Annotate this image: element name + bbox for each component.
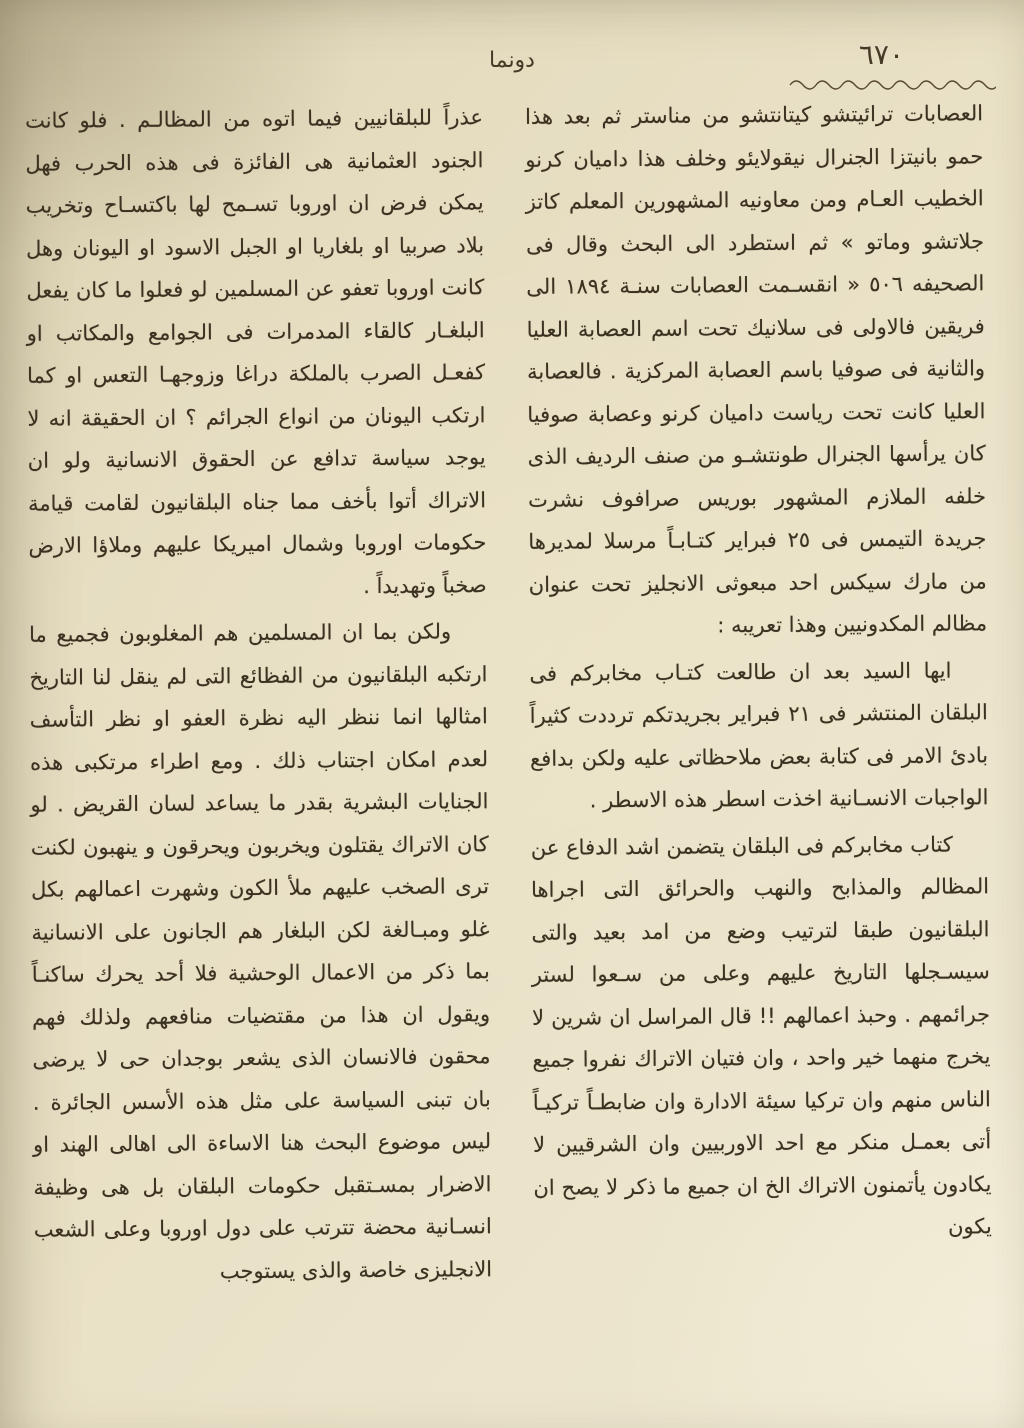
paragraph: ولكن بما ان المسلمين هم المغلوبون فجميع ما ارتكبه البلقانيون من الفظائع التى لم ينقل لنا التاريخ امثالها انما ننظر اليه نظرة العفو او نظر التأسف لعدم امكان اجتناب ذلك . ومع اطراء مرتكبى هذه الجنايات البشرية بقدر ما يساعد لسان القريض . لو كان الاتراك يقتلون ويخربون ويحرقون و ينهبون لكنت ترى الصخب عليهم ملأ الكون وشهرت اعمالهم بكل غلو ومبـالغة لكن البلغار هم الجانون على الانسانية بما ذكر من الاعمال الوحشية فلا أحد يحرك ساكنـاً ويقول ان هذا من مقتضيات منافعهم ولذلك فهم محقون فالانسان الذى يشعر بوجدان حى لا يرضى بان تبنى السياسة على مثل هذه الأسس الجائرة . ليس موضوع البحث هنا الاساءة الى اهالى الهند او الاضرار بمسـتقبل حكومات البلقان بل هى وظيفة انسـانية محضة تترتب على دول اوروبا وعلى الشعب الانجليزى خاصة والذى يستوجب bbox=[28, 619, 493, 1283]
paragraph: كتاب مخابركم فى البلقان يتضمن اشد الدفاع عن المظالم والمذابح والنهب والحرائق التى اجراها البلقانيون طبقا لترتيب وضع من امد بعيد والتى سيسـجلها التاريخ عليهم وعلى من سـعوا لستر جرائمهم . وحبذ اعمالهم !! قال المراسل ان شرين لا يخرج منهما خير واحد ، وان فتيان الاتراك نفروا جميع الناس منهم وان تركيا سيئة الادارة وان ضابطـاً تركيـاً أتى بعمـل منكر مع احد الاوربيين وان الشرقيين لا يكادون يأتمنون الاتراك الخ ان جميع ما ذكر لا يصح ان يكون bbox=[530, 832, 992, 1239]
paragraph: عذراً للبلقانيين فيما اتوه من المظالـم . فلو كانت الجنود العثمانية هى الفائزة فى هذه الحرب فهل يمكن فرض ان اوروبا تسـمح لها باكتسـاح وتخريب بلاد صربيا او بلغاريا او الجبل الاسود او اليونان وهل كانت اوروبا تعفو عن المسلمين لو فعلوا ما كان يفعل البلغـار كالقاء المدمرات فى الجوامع والمكاتب او كفعـل الصرب بالملكة دراغا وزوجهـا التعس او كما ارتكب اليونان من انواع الجرائم ؟ ان الحقيقة انه لا يوجد سياسة تدافع عن الحقوق الانسانية ولو ان الاتراك أتوا بأخف مما جناه البلقانيون لقامت قيامة حكومات اوروبا وشمال اميريكا عليهم وملاؤا الارض صخباً وتهديداً . bbox=[24, 105, 487, 598]
page-number: ٦٧٠ bbox=[858, 38, 904, 71]
paragraph: ايها السيد بعد ان طالعت كتـاب مخابركم فى البلقان المنتشر فى ٢١ فبراير بجريدتكم ترددت كثيراً بادئ الامر فى كتابة بعض ملاحظاتى عليه ولكن بدافع الواجبات الانسـانية اخذت اسطر هذه الاسطر . bbox=[529, 658, 989, 813]
paragraph: العصابات ترائيتشو كيتانتشو من مناستر ثم بعد هذا حمو بانيتزا الجنرال نيقولايئو وخلف هذا داميان كرنو الخطيب العـام ومن معاونيه المشهورين المعلم كاتز جلاتشو وماتو » ثم استطرد الى البحث وقال فى الصحيفه ٥٠٦ « انقسـمت العصابات سنـة ١٨٩٤ الى فريقين فالاولى فى سلانيك تحت اسم العصابة العليا والثانية فى صوفيا باسم العصابة المركزية . فالعصابة العليا كانت تحت رياست داميان كرنو وعصابة صوفيا كان يرأسها الجنرال طونتشـو من صنف الرديف الذى خلفه الملازم المشهور بوريس صرافوف نشرت جريدة التيمس فى ٢٥ فبراير كتـابـاً مرسلا لمديرها من مارك سيكس احد مبعوثى الانجليز تحت عنوان مظالم المكدونيين وهذا تعريبه : bbox=[524, 101, 988, 638]
wavy-rule-decoration bbox=[788, 78, 996, 90]
column-right bbox=[525, 92, 993, 1402]
running-title: دونما bbox=[489, 48, 535, 73]
page-header bbox=[0, 34, 1024, 94]
body-text bbox=[25, 92, 993, 1405]
column-left bbox=[25, 96, 493, 1406]
